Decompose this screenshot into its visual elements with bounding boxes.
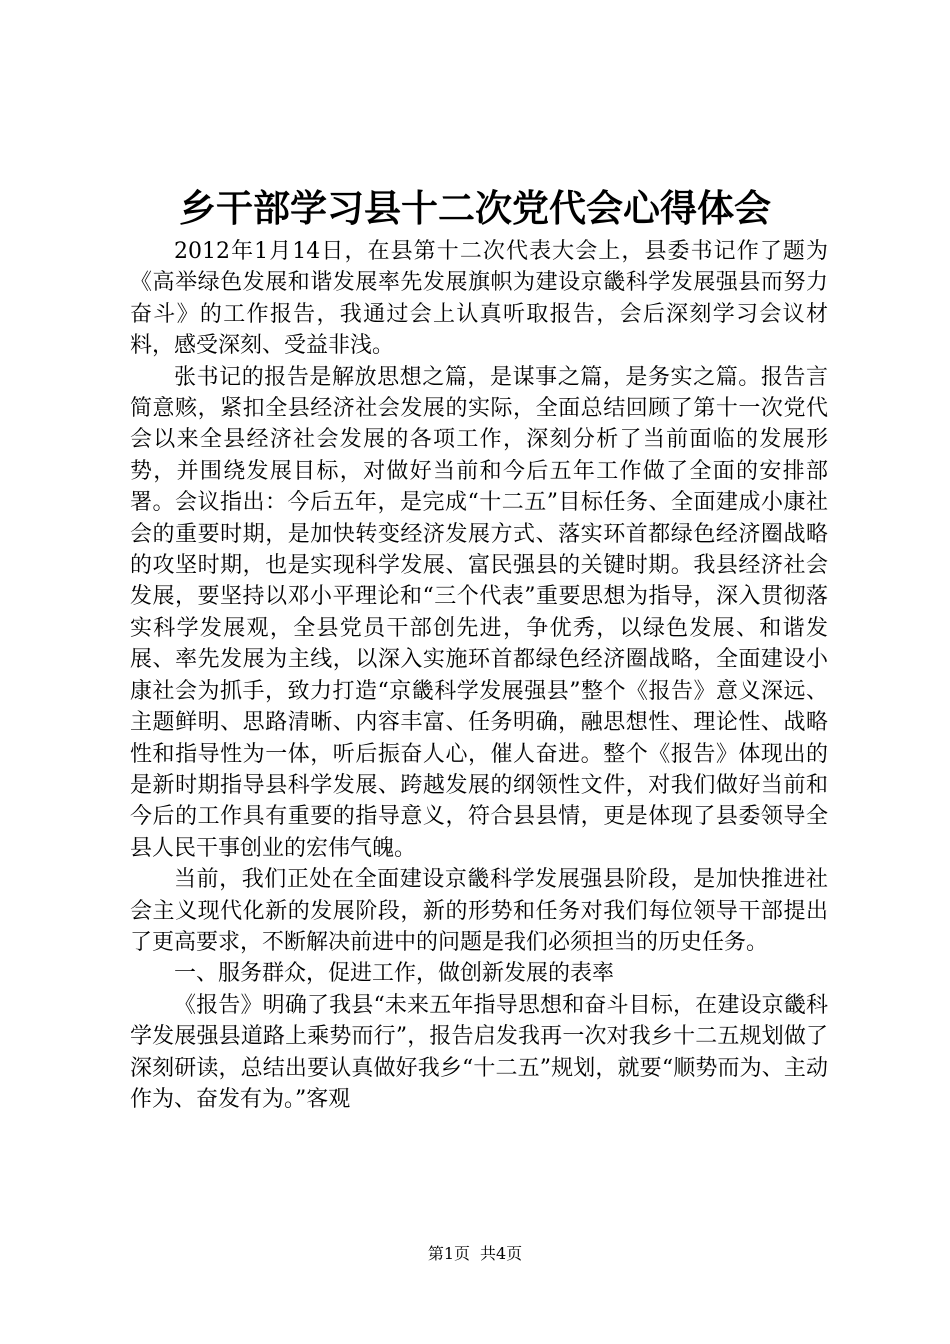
section-heading-1: 一、服务群众，促进工作，做创新发展的表率 (174, 961, 615, 987)
page-number: 第1页 (427, 1244, 470, 1263)
page-title: 乡干部学习县十二次党代会心得体会 (179, 186, 771, 230)
paragraph-report-summary: 张书记的报告是解放思想之篇，是谋事之篇，是务实之篇。报告言简意赅，紧扣全县经济社会发展的实际，全面总结回顾了第十一次党代会以来全县经济社会发展的各项工作，深刻分析了当前面临的发展形势，并围绕发展目标，对做好当前和今后五年工作做了全面的安排部署。会议指出：今后五年，是完成“十二五”目标任务、全面建成小康社会的重要时期，是加快转变经济发展方式、落实环首都绿色经济圈战略的攻坚时期，也是实现科学发展、富民强县的关键时期。我县经济社会发展，要坚持以邓小平理论和“三个代表”重要思想为指导，深入贯彻落实科学发展观，全县党员干部创先进，争优秀，以绿色发展、和谐发展、率先发展为主线，以深入实施环首都绿色经济圈战略，全面建设小康社会为抓手，致力打造“京畿科学发展强县”整个《报告》意义深远、主题鲜明、思路清晰、内容丰富、任务明确，融思想性、理论性、战略性和指导性为一体，听后振奋人心，催人奋进。整个《报告》体现出的是新时期指导县科学发展、跨越发展的纲领性文件，对我们做好当前和今后的工作具有重要的指导意义，符合县县情，更是体现了县委领导全县人民干事创业的宏伟气魄。 (130, 364, 828, 861)
paragraph-current-stage: 当前，我们正处在全面建设京畿科学发展强县阶段，是加快推进社会主义现代化新的发展阶段，新的形势和任务对我们每位领导干部提出了更高要求，不断解决前进中的问题是我们必须担当的历史任务。 (130, 867, 828, 955)
page-total: 共4页 (480, 1244, 523, 1263)
paragraph-intro: 2012年1月14日，在县第十二次代表大会上，县委书记作了题为《高举绿色发展和谐发展率先发展旗帜为建设京畿科学发展强县而努力奋斗》的工作报告，我通过会上认真听取报告，会后深刻学习会议材料，感受深刻、受益非浅。 (130, 239, 828, 359)
paragraph-section-1: 《报告》明确了我县“未来五年指导思想和奋斗目标，在建设京畿科学发展强县道路上乘势而行”，报告启发我再一次对我乡十二五规划做了深刻研读，总结出要认真做好我乡“十二五”规划，就要“顺势而为、主动作为、奋发有为。”客观 (130, 992, 828, 1112)
document-body (130, 236, 828, 1115)
page-footer (0, 1243, 950, 1265)
